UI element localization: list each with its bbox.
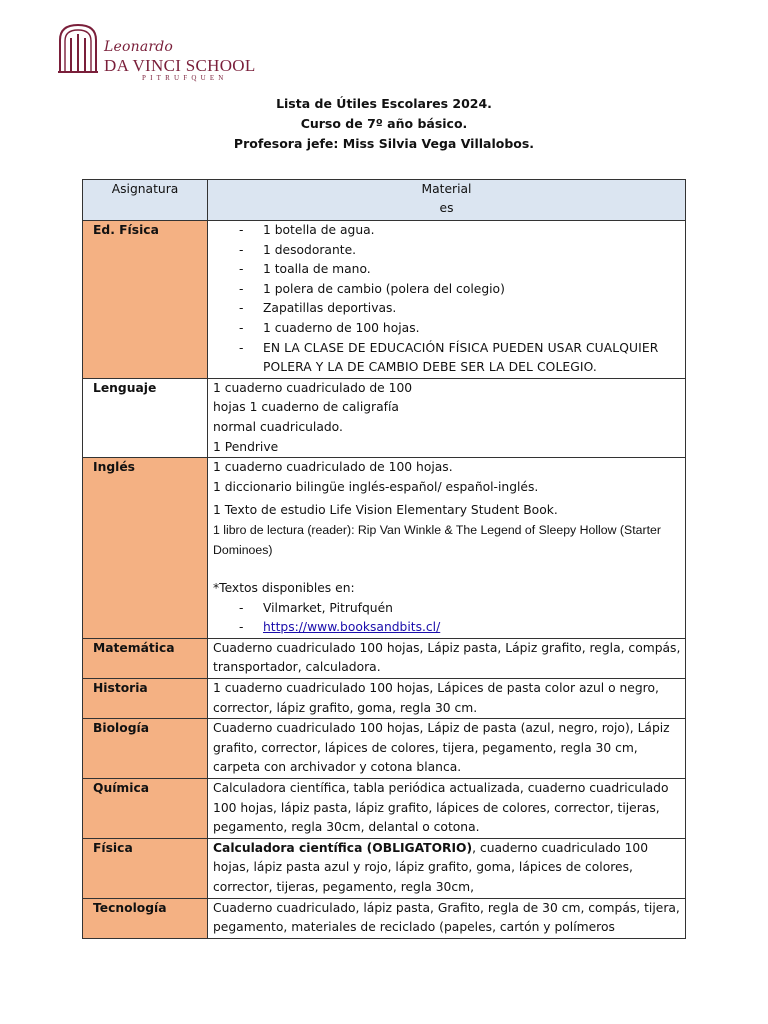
list-item: - 1 polera de cambio (polera del colegio) (239, 280, 681, 300)
table-row (83, 638, 686, 678)
heading-title: Lista de Útiles Escolares 2024. (276, 96, 492, 111)
subject-cell: Química (83, 779, 208, 839)
subject-cell: Biología (83, 719, 208, 779)
logo-school-name: DA VINCI SCHOOL (104, 56, 256, 75)
table-row (83, 221, 686, 379)
material-line: 100 hojas, lápiz pasta, lápiz grafito, lápices de colores, corrector, tijeras, pegamento, regla 30cm, delantal o cotona. (213, 800, 660, 835)
logo-city: PITRUFQUEN (142, 74, 228, 82)
material-line: 1 libro de lectura (reader): Rip Van Winkle & The Legend of Sleepy Hollow (Starter Dominoes) (213, 522, 661, 557)
materials-cell (208, 458, 686, 639)
header-materials-line1: Material (421, 182, 472, 196)
header-subject: Asignatura (83, 180, 208, 221)
subject-cell: Inglés (83, 458, 208, 639)
logo-arch-emblem (56, 22, 100, 74)
subject-cell: Ed. Física (83, 221, 208, 379)
material-line: Calculadora científica, tabla periódica actualizada, cuaderno cuadriculado (213, 781, 669, 796)
materials-cell: 1 cuaderno cuadriculado 100 hojas, Lápices de pasta color azul o negro, corrector, lápiz grafito, goma, regla 30 cm. (208, 679, 686, 719)
heading-teacher: Profesora jefe: Miss Silvia Vega Villalobos. (233, 136, 535, 151)
material-line: 1 cuaderno cuadriculado de 100 hojas. (213, 460, 453, 475)
material-required: Calculadora científica (OBLIGATORIO) (213, 840, 473, 855)
logo-script-text: Leonardo (104, 39, 174, 55)
table-row (83, 898, 686, 938)
materials-cell (208, 779, 686, 839)
header-materials-line2: es (439, 201, 454, 215)
materials-cell: Cuaderno cuadriculado 100 hojas, Lápiz pasta, Lápiz grafito, regla, compás, transportador, calculadora. (208, 638, 686, 678)
list-item: - 1 desodorante. (239, 241, 681, 261)
table-row (83, 779, 686, 839)
material-line: hojas 1 cuaderno de caligrafía (213, 400, 399, 415)
materials-list (213, 221, 681, 378)
document-heading (0, 94, 768, 154)
material-line: 1 Texto de estudio Life Vision Elementary Student Book. (213, 503, 558, 518)
materials-cell (208, 221, 686, 379)
table-row (83, 838, 686, 898)
table-row (83, 458, 686, 639)
table-row (83, 719, 686, 779)
school-logo (56, 22, 256, 84)
supplies-table (82, 179, 686, 939)
heading-course: Curso de 7º año básico. (300, 116, 468, 131)
availability-note: *Textos disponibles en: (213, 581, 355, 596)
subject-cell: Historia (83, 679, 208, 719)
list-item: - 1 toalla de mano. (239, 260, 681, 280)
materials-cell (208, 378, 686, 457)
material-line: normal cuadriculado. (213, 419, 343, 434)
store-link[interactable]: https://www.booksandbits.cl/ (263, 620, 441, 635)
stores-list (213, 599, 681, 638)
materials-cell: Cuaderno cuadriculado, lápiz pasta, Grafito, regla de 30 cm, compás, tijera, pegamento, materiales de reciclado (papeles, cartón y polímeros (208, 898, 686, 938)
material-line: 1 diccionario bilingüe inglés-español/ español-inglés. (213, 479, 539, 494)
table-row (83, 679, 686, 719)
materials-cell (208, 838, 686, 898)
list-item: - 1 botella de agua. (239, 221, 681, 241)
table-header-row (83, 180, 686, 221)
list-item: - Vilmarket, Pitrufquén (239, 599, 681, 619)
material-text: , cuaderno cuadriculado 100 hojas, lápiz pasta azul y rojo, lápiz grafito, goma, lápices de colores, corrector, tijeras, pegamento, regla 30cm, (213, 840, 649, 894)
table-row (83, 378, 686, 457)
materials-cell: Cuaderno cuadriculado 100 hojas, Lápiz de pasta (azul, negro, rojo), Lápiz grafito, corrector, lápices de colores, tijera, pegamento, regla 30 cm, carpeta con archivador y cotona blanca. (208, 719, 686, 779)
material-line: 1 cuaderno cuadriculado de 100 (213, 380, 413, 395)
subject-cell: Tecnología (83, 898, 208, 938)
header-materials (208, 180, 686, 221)
subject-cell: Física (83, 838, 208, 898)
list-item: - Zapatillas deportivas. (239, 299, 681, 319)
material-line: 1 Pendrive (213, 439, 279, 454)
subject-cell: Lenguaje (83, 378, 208, 457)
subject-cell: Matemática (83, 638, 208, 678)
list-item: - 1 cuaderno de 100 hojas. (239, 319, 681, 339)
list-item-note: - EN LA CLASE DE EDUCACIÓN FÍSICA PUEDEN USAR CUALQUIER POLERA Y LA DE CAMBIO DEBE SER LA DEL COLEGIO. (239, 339, 681, 378)
list-item (239, 618, 681, 638)
